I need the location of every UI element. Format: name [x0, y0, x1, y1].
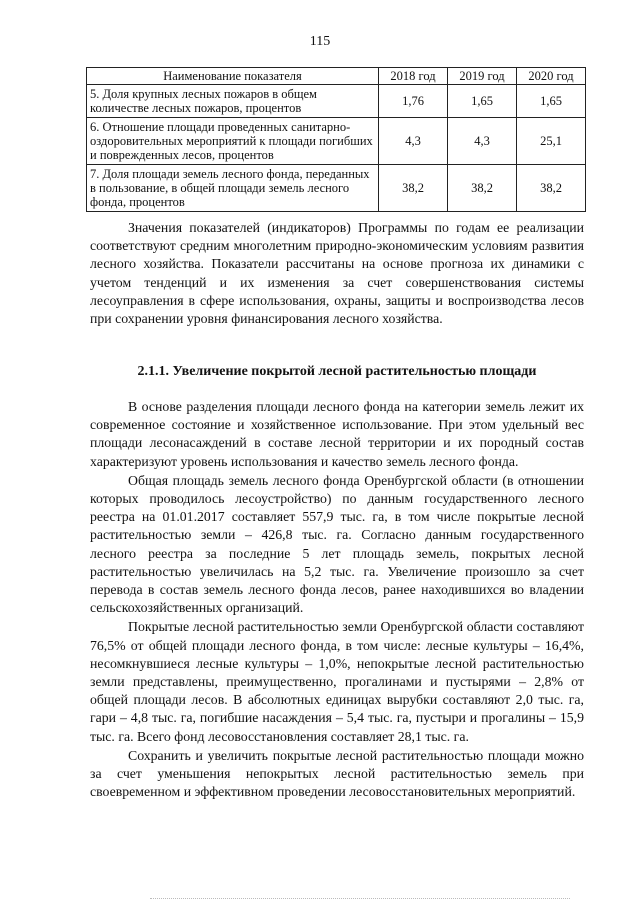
- body-paragraph-4: Сохранить и увеличить покрытые лесной растительностью площади можно за счет уменьшения непокрытых лесной растительностью земель при своевременном и эффективном проведении лесовосстановительных мероприятий.: [90, 747, 584, 800]
- value-2018: 1,76: [379, 85, 448, 118]
- intro-paragraph: Значения показателей (индикаторов) Программы по годам ее реализации соответствуют средним многолетним природно-экономическим условиям развития лесного хозяйства. Показатели рассчитаны на основе прогноза их динамики с учетом тенденций и их изменения за счет совершенствования системы лесоуправления в сфере использования, охраны, защиты и воспроизводства лесов при сохранении уровня финансирования лесного хозяйства.: [90, 220, 584, 327]
- header-year-2020: 2020 год: [517, 68, 586, 85]
- value-2018: 38,2: [379, 165, 448, 212]
- table-row: [87, 85, 586, 118]
- value-2019: 4,3: [448, 118, 517, 165]
- header-indicator-name: Наименование показателя: [87, 68, 379, 85]
- body-paragraph-3: Покрытые лесной растительностью земли Оренбургской области составляют 76,5% от общей площади лесного фонда, в том числе: лесные культуры – 16,4%, несомкнувшиеся лесные культуры – 1,0%, непокрытые лесной растительностью земли представлены, преимущественно, прогалинами и пустырями – 2,8% от общей площади лесов. В абсолютных единицах вырубки составляют 2,0 тыс. га, гари – 4,8 тыс. га, погибшие насаждения – 5,4 тыс. га, пустыри и прогалины – 15,9 тыс. га. Всего фонд лесовосстановления составляет 28,1 тыс. га.: [90, 619, 584, 744]
- section-title: 2.1.1. Увеличение покрытой лесной растительностью площади: [137, 364, 537, 379]
- value-2019: 1,65: [448, 85, 517, 118]
- page-number: 115: [309, 34, 331, 49]
- body-paragraph-1: В основе разделения площади лесного фонда на категории земель лежит их современное состояние и хозяйственное использование. При этом удельный вес площади лесонасаждений в составе лесной территории и их породный состав характеризуют уровень использования и качество земель лесного фонда.: [90, 399, 584, 469]
- value-2020: 1,65: [517, 85, 586, 118]
- table-header-row: [87, 68, 586, 85]
- header-year-2018: 2018 год: [379, 68, 448, 85]
- value-2020: 25,1: [517, 118, 586, 165]
- header-year-2019: 2019 год: [448, 68, 517, 85]
- footer-scan-marks: [150, 896, 570, 899]
- body-paragraph-2: Общая площадь земель лесного фонда Оренбургской области (в отношении которых проводилось лесоустройство) по данным государственного лесного реестра на 01.01.2017 составляет 557,9 тыс. га, в том числе покрытые лесной растительностью земли – 426,8 тыс. га. Согласно данным государственного лесного реестра за последние 5 лет площадь земель, покрытых лесной растительностью увеличилась на 5,2 тыс. га. Увеличение произошло за счет перевода в состав земель лесного фонда лесов, ранее находившихся во владении сельскохозяйственных организаций.: [90, 472, 584, 616]
- indicator-name: 6. Отношение площади проведенных санитарно-оздоровительных мероприятий к площади погибших и поврежденных лесов, процентов: [87, 118, 379, 165]
- value-2018: 4,3: [379, 118, 448, 165]
- indicator-name: 7. Доля площади земель лесного фонда, переданных в пользование, в общей площади земель лесного фонда, процентов: [87, 165, 379, 212]
- table-row: [87, 165, 586, 212]
- section-body: [90, 398, 584, 801]
- value-2020: 38,2: [517, 165, 586, 212]
- value-2019: 38,2: [448, 165, 517, 212]
- intro-text: [90, 219, 584, 328]
- table-row: [87, 118, 586, 165]
- indicators-table: [86, 67, 586, 212]
- indicator-name: 5. Доля крупных лесных пожаров в общем количестве лесных пожаров, процентов: [87, 85, 379, 118]
